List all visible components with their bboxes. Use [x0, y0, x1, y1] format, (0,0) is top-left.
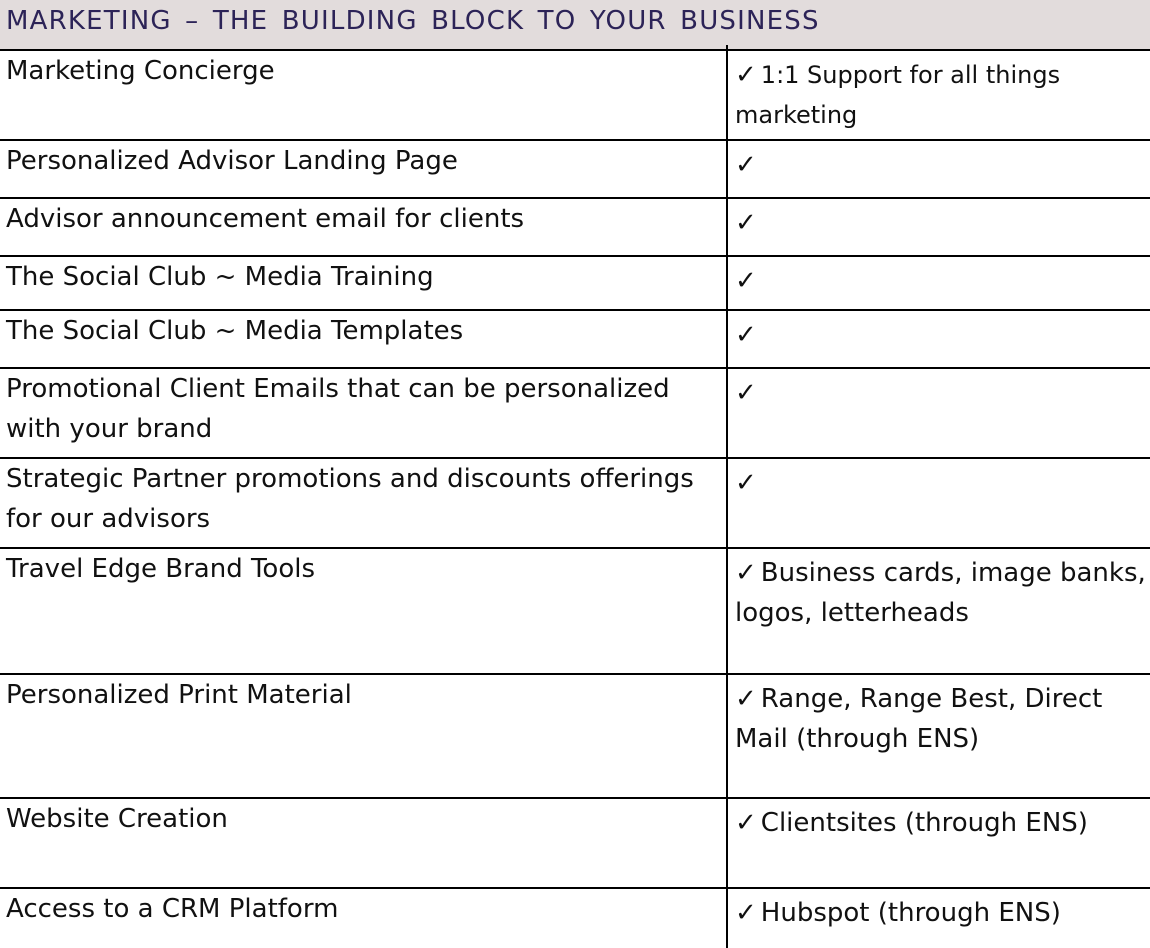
- feature-value: [728, 309, 1150, 367]
- check-icon: ✓: [735, 898, 757, 928]
- feature-detail: Business cards, image banks, logos, letterheads: [735, 558, 1146, 628]
- feature-detail: 1:1 Support for all things marketing: [735, 61, 1061, 129]
- feature-label: Access to a CRM Platform: [0, 883, 728, 948]
- check-icon: ✓: [735, 60, 757, 90]
- check-icon: ✓: [735, 808, 757, 838]
- table-row: [0, 311, 1150, 369]
- table-row: [0, 889, 1150, 948]
- feature-detail: Range, Range Best, Direct Mail (through ENS): [735, 684, 1103, 754]
- table-header: MARKETING – THE BUILDING BLOCK TO YOUR BUSINESS: [0, 0, 1150, 51]
- check-icon: ✓: [735, 208, 757, 238]
- feature-value: [728, 887, 1150, 948]
- feature-label: Advisor announcement email for clients: [0, 193, 728, 255]
- feature-value: [728, 797, 1150, 887]
- check-icon: ✓: [735, 558, 757, 588]
- feature-value: [728, 673, 1150, 797]
- table-row: [0, 459, 1150, 549]
- feature-label: Marketing Concierge: [0, 45, 728, 139]
- feature-label: Travel Edge Brand Tools: [0, 543, 728, 673]
- check-icon: ✓: [735, 468, 757, 498]
- check-icon: ✓: [735, 266, 757, 296]
- table-row: [0, 51, 1150, 141]
- check-icon: ✓: [735, 150, 757, 180]
- feature-detail: Hubspot (through ENS): [760, 898, 1061, 928]
- feature-value: [728, 197, 1150, 255]
- feature-value: [728, 139, 1150, 197]
- check-icon: ✓: [735, 378, 757, 408]
- feature-value: [728, 457, 1150, 547]
- feature-label: Website Creation: [0, 793, 728, 887]
- feature-label: Promotional Client Emails that can be personalized with your brand: [0, 363, 728, 457]
- check-icon: ✓: [735, 320, 757, 350]
- table-row: [0, 369, 1150, 459]
- feature-label: The Social Club ~ Media Templates: [0, 305, 728, 367]
- feature-detail: Clientsites (through ENS): [760, 808, 1088, 838]
- table-row: [0, 549, 1150, 675]
- table-row: [0, 199, 1150, 257]
- check-icon: ✓: [735, 684, 757, 714]
- feature-label: Personalized Advisor Landing Page: [0, 135, 728, 197]
- feature-label: Strategic Partner promotions and discounts offerings for our advisors: [0, 453, 728, 547]
- table-row: [0, 257, 1150, 311]
- feature-label: The Social Club ~ Media Training: [0, 251, 728, 309]
- feature-value: [728, 49, 1150, 139]
- feature-label: Personalized Print Material: [0, 669, 728, 797]
- feature-value: [728, 255, 1150, 309]
- feature-value: [728, 547, 1150, 673]
- table-row: [0, 675, 1150, 799]
- table-row: [0, 141, 1150, 199]
- feature-value: [728, 367, 1150, 457]
- table-row: [0, 799, 1150, 889]
